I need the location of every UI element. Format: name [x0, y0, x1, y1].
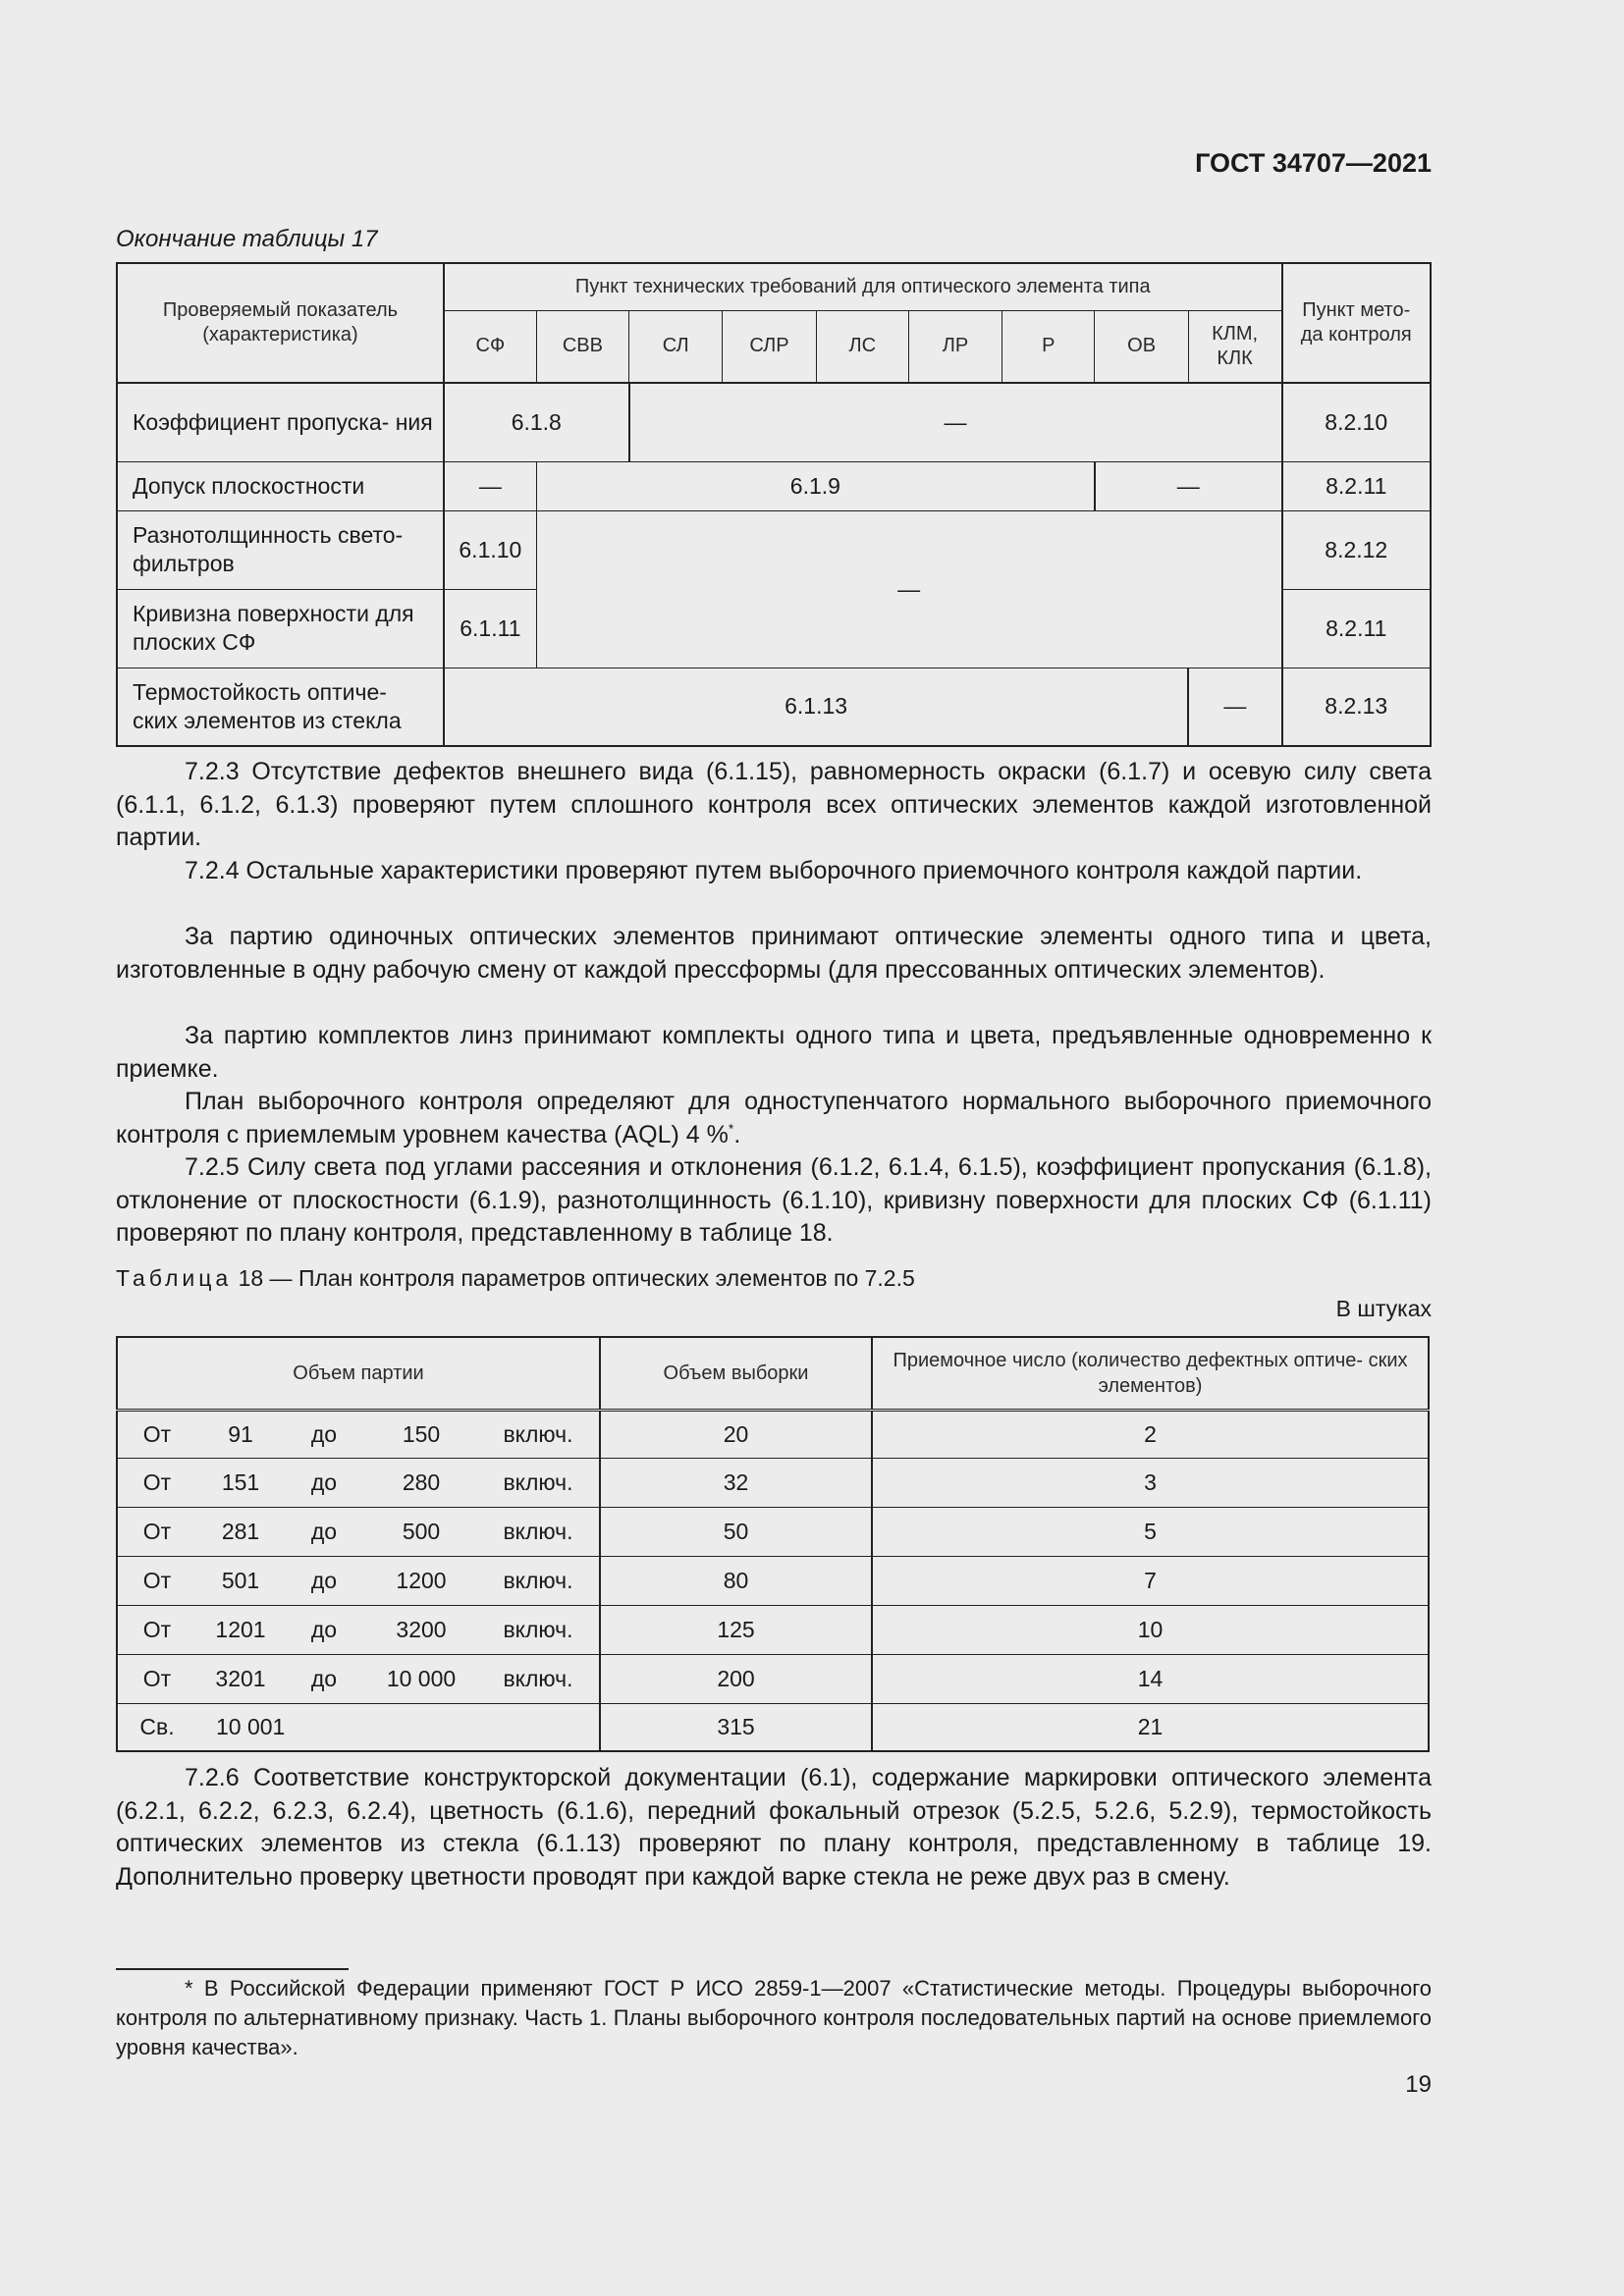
upper-bound: 10 000	[386, 1665, 457, 1691]
method-value: 8.2.13	[1282, 667, 1431, 746]
inclusive-word: включ.	[503, 1468, 573, 1495]
upper-bound: 3200	[396, 1616, 447, 1642]
acceptance-number: 14	[872, 1654, 1429, 1703]
table-18-caption-word: Таблица	[116, 1265, 233, 1291]
cell-value: —	[1095, 461, 1282, 510]
sample-size: 200	[600, 1654, 872, 1703]
table-row	[117, 1507, 1429, 1556]
method-value: 8.2.10	[1282, 383, 1431, 461]
row-label: Разнотолщинность свето- фильтров	[117, 510, 444, 589]
table-row	[117, 383, 1431, 461]
footnote-text: * В Российской Федерации применяют ГОСТ Р ИСО 2859-1—2007 «Статистические методы. Процедуры выборочного контроля по альтернативному признаку. Часть 1. Планы выборочного контроля последовательных партий на основе приемлемого уровня качества».	[116, 1976, 1432, 2059]
acceptance-number: 10	[872, 1605, 1429, 1654]
from-word: От	[142, 1665, 172, 1691]
row-label: Термостойкость оптиче- ских элементов из стекла	[117, 667, 444, 746]
sampling-plan-end: .	[733, 1120, 741, 1148]
lower-bound: 281	[221, 1518, 260, 1544]
lower-bound: 3201	[215, 1665, 266, 1691]
upper-bound: 1200	[396, 1567, 447, 1593]
to-word: до	[310, 1616, 338, 1642]
acceptance-number: 2	[872, 1410, 1429, 1458]
to-word: до	[310, 1518, 338, 1544]
paragraph-single-lot: За партию одиночных оптических элементов принимают оптические элементы одного типа и цвета, изготовленные в одну рабочую смену от каждой прессформы (для прессованных оптических элементов).	[116, 923, 1432, 984]
table-18-caption-text: 18 — План контроля параметров оптических элементов по 7.2.5	[232, 1265, 915, 1291]
paragraph-7-2-4: 7.2.4 Остальные характеристики проверяют путем выборочного приемочного контроля каждой партии.	[185, 857, 1363, 884]
sample-size: 315	[600, 1703, 872, 1751]
inclusive-word: включ.	[503, 1665, 573, 1691]
cell-value: 6.1.9	[536, 461, 1095, 510]
row-label: Допуск плоскостности	[117, 461, 444, 510]
inclusive-word: включ.	[503, 1616, 573, 1642]
table-17-caption: Окончание таблицы 17	[116, 226, 378, 252]
type-header: КЛМ, КЛК	[1188, 310, 1281, 383]
cell-value: 6.1.11	[444, 589, 536, 667]
acceptance-number: 3	[872, 1458, 1429, 1507]
from-word: От	[142, 1468, 172, 1495]
table-18-caption	[116, 1265, 915, 1292]
type-group-header: Пункт технических требований для оптического элемента типа	[444, 263, 1282, 310]
table-17	[116, 262, 1432, 747]
table-row	[117, 461, 1431, 510]
page-number: 19	[1405, 2071, 1432, 2098]
acceptance-number-header: Приемочное число (количество дефектных оптиче- ских элементов)	[872, 1337, 1429, 1410]
sample-size: 80	[600, 1556, 872, 1605]
to-word: до	[310, 1420, 338, 1447]
lower-bound: 1201	[215, 1616, 266, 1642]
lot-range	[117, 1556, 600, 1605]
cell-value: 6.1.8	[444, 383, 629, 461]
over-word: Св.	[139, 1713, 175, 1739]
sampling-plan-text: План выборочного контроля определяют для одноступенчатого нормального выборочного приемочного контроля с приемлемым уровнем качества (AQL) 4 %	[116, 1088, 1432, 1148]
lot-range	[117, 1703, 600, 1751]
row-label: Коэффициент пропуска- ния	[117, 383, 444, 461]
paragraph-7-2-5: 7.2.5 Силу света под углами рассеяния и отклонения (6.1.2, 6.1.4, 6.1.5), коэффициент пропускания (6.1.8), отклонение от плоскостности (6.1.9), разнотолщинность (6.1.10), кривизну поверхности для плоских СФ (6.1.11) проверяют по плану контроля, представленному в таблице 18.	[116, 1153, 1432, 1247]
table-18	[116, 1336, 1430, 1752]
type-header: ЛС	[816, 310, 908, 383]
sample-size: 32	[600, 1458, 872, 1507]
type-header: СВВ	[536, 310, 628, 383]
footnote	[116, 1974, 1432, 2062]
method-value: 8.2.12	[1282, 510, 1431, 589]
paragraph-lens-sets: За партию комплектов линз принимают комплекты одного типа и цвета, предъявленные одновременно к приемке.	[116, 1022, 1432, 1083]
lower-bound: 91	[228, 1420, 253, 1447]
upper-bound: 280	[402, 1468, 441, 1495]
lot-range	[117, 1507, 600, 1556]
acceptance-number: 7	[872, 1556, 1429, 1605]
type-header: Р	[1002, 310, 1095, 383]
to-word: до	[310, 1468, 338, 1495]
lower-bound: 10 001	[216, 1713, 286, 1739]
lot-range	[117, 1458, 600, 1507]
lower-bound: 151	[221, 1468, 260, 1495]
lot-range	[117, 1410, 600, 1458]
table-row	[117, 1556, 1429, 1605]
to-word: до	[310, 1567, 338, 1593]
cell-value: 6.1.13	[444, 667, 1188, 746]
units-label: В штуках	[1335, 1296, 1432, 1321]
table-row	[117, 1458, 1429, 1507]
row-label: Кривизна поверхности для плоских СФ	[117, 589, 444, 667]
from-word: От	[142, 1616, 172, 1642]
table-row	[117, 1703, 1429, 1751]
cell-value: 6.1.10	[444, 510, 536, 589]
footnote-marker: *	[728, 1120, 734, 1137]
paragraph-7-2-3: 7.2.3 Отсутствие дефектов внешнего вида (6.1.15), равномерность окраски (6.1.7) и осевую силу света (6.1.1, 6.1.2, 6.1.3) проверяют путем сплошного контроля всех оптических элементов каждой изготовленной партии.	[116, 758, 1432, 851]
type-header: СЛР	[723, 310, 816, 383]
inclusive-word: включ.	[503, 1420, 573, 1447]
inclusive-word: включ.	[503, 1518, 573, 1544]
type-header: ЛР	[908, 310, 1001, 383]
method-value: 8.2.11	[1282, 589, 1431, 667]
upper-bound: 500	[402, 1518, 441, 1544]
from-word: От	[142, 1420, 172, 1447]
merged-dash-cell: —	[536, 510, 1281, 667]
paragraph-sampling-plan	[116, 1086, 1432, 1151]
paragraph-7-2-6: 7.2.6 Соответствие конструкторской документации (6.1), содержание маркировки оптического элемента (6.2.1, 6.2.2, 6.2.3, 6.2.4), цветность (6.1.6), передний фокальный отрезок (5.2.5, 5.2.6, 5.2.9), термостойкость оптических элементов из стекла (6.1.13) проверяют по плану контроля, представленному в таблице 19. Дополнительно проверку цветности проводят при каждой варке стекла не реже двух раз в смену.	[116, 1764, 1432, 1891]
from-word: От	[142, 1518, 172, 1544]
table-row	[117, 1410, 1429, 1458]
table-row	[117, 1654, 1429, 1703]
cell-value: —	[629, 383, 1282, 461]
sample-size: 20	[600, 1410, 872, 1458]
sample-size: 50	[600, 1507, 872, 1556]
upper-bound: 150	[402, 1420, 441, 1447]
table-row	[117, 510, 1431, 589]
table-row	[117, 1605, 1429, 1654]
type-header: ОВ	[1095, 310, 1188, 383]
table-row	[117, 667, 1431, 746]
cell-value: —	[444, 461, 536, 510]
acceptance-number: 21	[872, 1703, 1429, 1751]
cell-value: —	[1188, 667, 1281, 746]
lot-range	[117, 1605, 600, 1654]
method-header: Пункт мето- да контроля	[1282, 263, 1431, 383]
document-code: ГОСТ 34707—2021	[1195, 148, 1432, 178]
sample-size: 125	[600, 1605, 872, 1654]
lot-range	[117, 1654, 600, 1703]
indicator-header: Проверяемый показатель (характеристика)	[117, 263, 444, 383]
lower-bound: 501	[221, 1567, 260, 1593]
type-header: СЛ	[629, 310, 723, 383]
lot-size-header: Объем партии	[117, 1337, 600, 1410]
method-value: 8.2.11	[1282, 461, 1431, 510]
acceptance-number: 5	[872, 1507, 1429, 1556]
to-word: до	[310, 1665, 338, 1691]
inclusive-word: включ.	[503, 1567, 573, 1593]
from-word: От	[142, 1567, 172, 1593]
footnote-divider	[116, 1968, 349, 1970]
document-page	[116, 0, 1432, 2296]
type-header: СФ	[444, 310, 536, 383]
sample-size-header: Объем выборки	[600, 1337, 872, 1410]
